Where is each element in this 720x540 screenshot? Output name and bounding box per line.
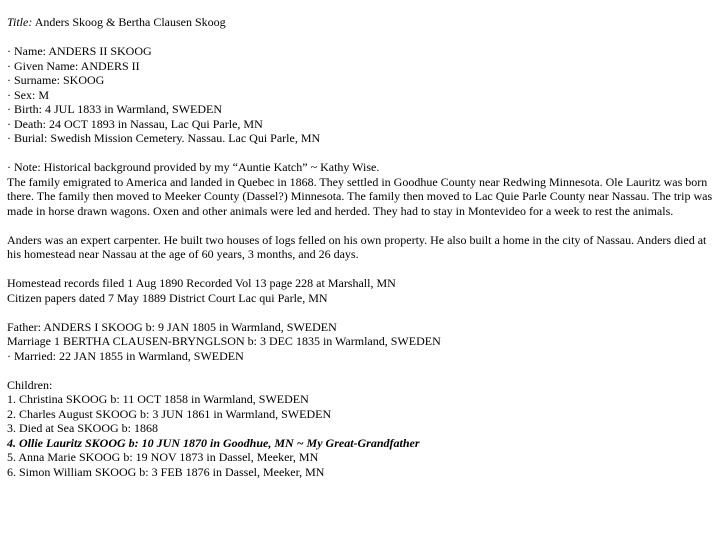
spacer: [7, 363, 713, 378]
child-item: 1. Christina SKOOG b: 11 OCT 1858 in Warmland, SWEDEN: [7, 392, 309, 406]
children-section: [7, 378, 713, 480]
records-section: [7, 276, 713, 305]
note-paragraph-history: The family emigrated to America and landed in Quebec in 1868. They settled in Goodhue County near Redwing Minnesota. Ole Lauritz was born there. The family then moved to Meeker County (Dassel?) Minnesota. The family then moved to Lac Quie Parle County near Nassau. The trip was made in horse drawn wagons. Oxen and other animals were led and herded. They had to stay in Montevideo for a week to rest the animals.: [7, 174, 713, 218]
child-item-great-grandfather: 4. Ollie Lauritz SKOOG b: 10 JUN 1870 in Goodhue, MN ~ My Great-Grandfather: [7, 435, 420, 450]
child-item: 6. Simon William SKOOG b: 3 FEB 1876 in Dassel, Meeker, MN: [7, 464, 325, 479]
fact-birth: · Birth: 4 JUL 1833 in Warmland, SWEDEN: [7, 102, 223, 116]
children-heading: Children:: [7, 377, 53, 392]
fact-sex: · Sex: M: [7, 87, 49, 102]
fact-name: · Name: ANDERS II SKOOG: [7, 44, 152, 58]
record-citizen-papers: Citizen papers dated 7 May 1889 District Court Lac qui Parle, MN: [7, 290, 328, 305]
family-marriage: Marriage 1 BERTHA CLAUSEN-BRYNGLSON b: 3 DEC 1835 in Warmland, SWEDEN: [7, 334, 441, 348]
family-section: [7, 320, 713, 364]
facts-list: [7, 44, 713, 146]
spacer: [7, 262, 713, 277]
title-value: Anders Skoog & Bertha Clausen Skoog: [34, 15, 226, 29]
child-item: 3. Died at Sea SKOOG b: 1868: [7, 421, 158, 435]
title-line: [7, 15, 713, 30]
child-item: 2. Charles August SKOOG b: 3 JUN 1861 in Warmland, SWEDEN: [7, 406, 332, 421]
title-label: Title:: [7, 15, 33, 29]
family-father: Father: ANDERS I SKOOG b: 9 JAN 1805 in Warmland, SWEDEN: [7, 319, 337, 334]
spacer: [7, 30, 713, 45]
spacer: [7, 218, 713, 233]
note-section: [7, 160, 713, 262]
note-paragraph-carpenter: Anders was an expert carpenter. He built two houses of logs felled on his own property. He also built a home in the city of Nassau. Anders died at his homestead near Nassau at the age of 60 years, 3 months, and 26 days.: [7, 232, 707, 261]
fact-burial: · Burial: Swedish Mission Cemetery. Nassau. Lac Qui Parle, MN: [7, 131, 321, 145]
spacer: [7, 146, 713, 161]
fact-surname: · Surname: SKOOG: [7, 73, 105, 87]
fact-given-name: · Given Name: ANDERS II: [7, 58, 140, 73]
fact-death: · Death: 24 OCT 1893 in Nassau, Lac Qui Parle, MN: [7, 116, 263, 131]
note-heading: · Note: Historical background provided by my “Auntie Katch” ~ Kathy Wise.: [7, 160, 380, 174]
record-homestead: Homestead records filed 1 Aug 1890 Recorded Vol 13 page 228 at Marshall, MN: [7, 276, 396, 290]
family-married-date: · Married: 22 JAN 1855 in Warmland, SWEDEN: [7, 348, 244, 363]
spacer: [7, 305, 713, 320]
child-item: 5. Anna Marie SKOOG b: 19 NOV 1873 in Dassel, Meeker, MN: [7, 450, 319, 464]
